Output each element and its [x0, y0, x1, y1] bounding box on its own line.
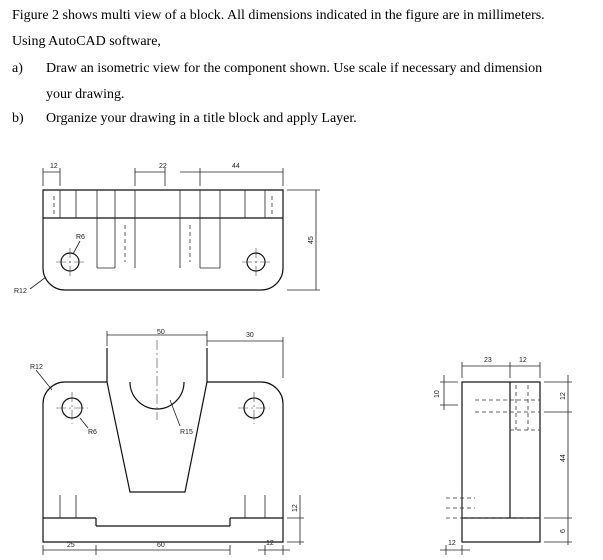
- top-dim-45: 45: [308, 236, 315, 244]
- item-a-marker: a): [12, 61, 23, 76]
- front-r6-label: R6: [88, 429, 97, 436]
- item-a-line2: your drawing.: [46, 87, 125, 102]
- front-dim-12-right: 12: [292, 504, 299, 512]
- instruction-text: Using AutoCAD software,: [12, 34, 161, 49]
- side-dim-12-right: 12: [560, 392, 567, 400]
- top-r12-label: R12: [14, 288, 27, 295]
- intro-text: Figure 2 shows multi view of a block. All dimensions indicated in the figure are in millimeters.: [12, 8, 545, 23]
- top-dim-22: 22: [159, 163, 167, 170]
- front-dim-30: 30: [246, 332, 254, 339]
- top-dim-12: 12: [50, 163, 58, 170]
- item-b-text: Organize your drawing in a title block and apply Layer.: [46, 111, 357, 126]
- front-view: [30, 329, 304, 555]
- front-r15-label: R15: [180, 429, 193, 436]
- front-dim-12-bottom: 12: [266, 540, 274, 547]
- top-r6-label: R6: [76, 234, 85, 241]
- front-r12-label: R12: [30, 364, 43, 371]
- side-dim-44: 44: [560, 454, 567, 462]
- side-dim-12-bottom: 12: [448, 540, 456, 547]
- top-dim-44: 44: [232, 163, 240, 170]
- top-view: [14, 163, 320, 295]
- item-a-line1: Draw an isometric view for the component shown. Use scale if necessary and dimension: [46, 61, 543, 76]
- side-view: [434, 357, 572, 555]
- side-dim-6: 6: [560, 529, 567, 533]
- side-dim-23: 23: [484, 357, 492, 364]
- side-dim-12-top: 12: [519, 357, 527, 364]
- front-dim-60: 60: [157, 542, 165, 549]
- item-b-marker: b): [12, 111, 24, 126]
- front-dim-50: 50: [157, 329, 165, 336]
- front-dim-25: 25: [67, 542, 75, 549]
- side-dim-10: 10: [434, 390, 441, 398]
